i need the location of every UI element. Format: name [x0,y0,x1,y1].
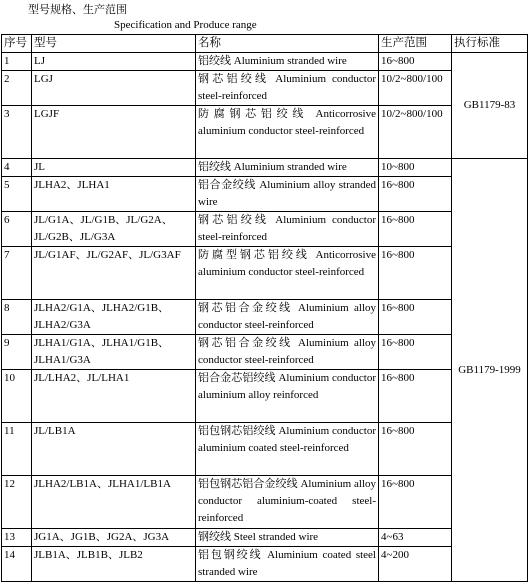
row-no: 14 [2,547,32,582]
row-name: 钢芯铝合金绞线 Aluminium alloy conductor steel-reinforced [196,300,379,335]
row-model: JL [32,159,196,177]
row-model: JLHA2/G1A、JLHA2/G1B、JLHA2/G3A [32,300,196,335]
row-name: 铝包钢芯铝合金绞线 Aluminium alloy conductor aluminium-coated steel-reinforced [196,476,379,529]
row-range: 4~63 [379,529,452,547]
row-name: 铝包钢绞线 Aluminium coated steel stranded wire [196,547,379,582]
row-model: JL/G1A、JL/G1B、JL/G2A、JL/G2B、JL/G3A [32,212,196,247]
table-row [2,423,528,476]
row-no: 7 [2,247,32,300]
spec-table [1,34,528,582]
row-name: 钢芯铝绞线 Aluminium conductor steel-reinforced [196,212,379,247]
header-standard: 执行标准 [452,35,528,53]
table-row [2,335,528,370]
row-range: 16~800 [379,53,452,71]
row-range: 16~800 [379,335,452,370]
table-row [2,547,528,582]
row-name: 铝绞线 Aluminium stranded wire [196,53,379,71]
row-no: 2 [2,71,32,106]
header-range: 生产范围 [379,35,452,53]
table-row [2,247,528,300]
row-model: LGJF [32,106,196,159]
row-range: 16~800 [379,212,452,247]
row-range: 16~800 [379,300,452,335]
title-chinese: 型号规格、生产范围 [28,4,127,16]
row-no: 10 [2,370,32,423]
row-model: JL/G1AF、JL/G2AF、JL/G3AF [32,247,196,300]
row-no: 11 [2,423,32,476]
row-name: 铝绞线 Aluminium stranded wire [196,159,379,177]
row-range: 4~200 [379,547,452,582]
row-name: 钢芯铝合金绞线 Aluminium alloy conductor steel-reinforced [196,335,379,370]
table-row [2,476,528,529]
table-row [2,106,528,159]
row-no: 3 [2,106,32,159]
row-name: 钢绞线 Steel stranded wire [196,529,379,547]
row-no: 4 [2,159,32,177]
row-range: 16~800 [379,370,452,423]
row-model: JL/LB1A [32,423,196,476]
row-model: JLB1A、JLB1B、JLB2 [32,547,196,582]
table-header-row [2,35,528,53]
row-no: 9 [2,335,32,370]
row-model: LGJ [32,71,196,106]
row-range: 16~800 [379,476,452,529]
header-name: 名称 [196,35,379,53]
row-no: 13 [2,529,32,547]
table-row [2,212,528,247]
table-row [2,529,528,547]
row-name: 铝包钢芯铝绞线 Aluminium conductor aluminium coated steel-reinforced [196,423,379,476]
row-model: JLHA2、JLHA1 [32,177,196,212]
row-name: 铝合金绞线 Aluminium alloy stranded wire [196,177,379,212]
header-model: 型号 [32,35,196,53]
row-range: 16~800 [379,423,452,476]
row-range: 16~800 [379,247,452,300]
row-no: 12 [2,476,32,529]
row-no: 8 [2,300,32,335]
row-range: 10~800 [379,159,452,177]
table-row [2,300,528,335]
table-row [2,71,528,106]
standard-cell: GB1179-1999 [452,159,528,582]
row-model: JLHA2/LB1A、JLHA1/LB1A [32,476,196,529]
table-row [2,53,528,71]
row-model: JG1A、JG1B、JG2A、JG3A [32,529,196,547]
row-name: 钢芯铝绞线 Aluminium conductor steel-reinforced [196,71,379,106]
row-no: 1 [2,53,32,71]
header-no: 序号 [2,35,32,53]
row-model: LJ [32,53,196,71]
title-english: Specification and Produce range [114,19,257,31]
row-range: 16~800 [379,177,452,212]
table-row [2,159,528,177]
row-no: 5 [2,177,32,212]
row-name: 铝合金芯铝绞线 Aluminium conductor aluminium alloy reinforced [196,370,379,423]
table-row [2,177,528,212]
row-model: JLHA1/G1A、JLHA1/G1B、JLHA1/G3A [32,335,196,370]
row-range: 10/2~800/100 [379,106,452,159]
row-range: 10/2~800/100 [379,71,452,106]
row-name: 防腐型钢芯铝绞线 Anticorrosive aluminium conductor steel-reinforced [196,247,379,300]
standard-cell: GB1179-83 [452,53,528,159]
row-no: 6 [2,212,32,247]
table-row [2,370,528,423]
row-name: 防腐钢芯铝绞线 Anticorrosive aluminium conductor steel-reinforced [196,106,379,159]
row-model: JL/LHA2、JL/LHA1 [32,370,196,423]
